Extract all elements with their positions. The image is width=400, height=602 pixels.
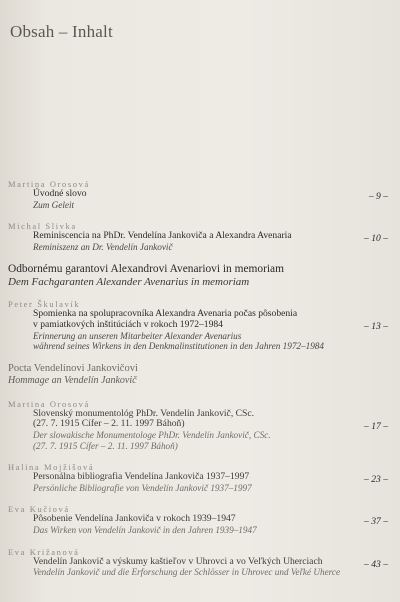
- entry-title-sk: Personálna bibliografia Vendelína Jankoviča 1937–1997: [33, 471, 250, 483]
- section-heading: [8, 263, 390, 288]
- toc-entry: [8, 299, 390, 351]
- entry-author: Halina Mojžišová: [8, 462, 95, 473]
- entry-title-de: während seines Wirkens in den Denkmalinstitutionen in den Jahren 1972–1984: [33, 341, 324, 352]
- entry-author: Eva Križanová: [8, 546, 80, 557]
- toc-entry: [8, 462, 390, 493]
- entry-page-number: – 17 –: [364, 420, 388, 432]
- section-heading-sk: Odbornému garantovi Alexandrovi Avenariovi in memoriam: [8, 263, 284, 276]
- entry-author: Martina Orosová: [8, 179, 90, 189]
- entry-title-sk: Slovenský monumentológ PhDr. Vendelín Jankovič, CSc.: [33, 407, 255, 419]
- entry-author: Martina Orosová: [8, 398, 90, 409]
- toc-entry: [8, 179, 390, 210]
- entry-title-de: Reminiszenz an Dr. Vendelín Jankovič: [33, 241, 173, 252]
- section-heading-de: Hommage an Vendelín Jankovič: [8, 375, 137, 387]
- entry-page-number: – 43 –: [364, 558, 388, 570]
- entry-title-de: Das Wirken von Vendelín Jankovič in den Jahren 1939–1947: [33, 524, 257, 535]
- entry-title-sk: (27. 7. 1915 Cífer – 2. 11. 1997 Báhoň): [33, 418, 185, 430]
- toc-entry: [8, 221, 390, 252]
- entry-page-number: – 9 –: [368, 191, 388, 202]
- entry-title-de: Erinnerung an unseren Mitarbeiter Alexander Avenarius: [33, 330, 242, 341]
- toc-entry: [8, 547, 390, 578]
- entry-author: Peter Škulavík: [8, 299, 81, 310]
- entry-author: Eva Kučiová: [8, 504, 70, 515]
- entry-title-de: Zum Geleit: [33, 199, 75, 210]
- section-heading-de: Dem Fachgaranten Alexander Avenarius in memoriam: [8, 275, 250, 288]
- entry-title-de: Vendelín Jankovič und die Erforschung der Schlösser in Uhrovec und Veľké Uherce: [33, 567, 341, 578]
- entry-title-de: Persönliche Bibliografie von Vendelín Jankovič 1937–1997: [33, 482, 252, 493]
- page-title: Obsah – Inhalt: [10, 22, 113, 41]
- table-of-contents: [8, 179, 390, 589]
- entry-page-number: – 13 –: [364, 321, 388, 333]
- entry-title-sk: Pôsobenie Vendelína Jankoviča v rokoch 1939–1947: [33, 513, 236, 525]
- toc-entry: [8, 504, 390, 535]
- entry-title-sk: Úvodné slovo: [33, 188, 87, 199]
- entry-title-sk: Spomienka na spolupracovníka Alexandra Avenaria počas pôsobenia: [33, 308, 298, 320]
- entry-page-number: – 10 –: [364, 233, 388, 245]
- entry-title-sk: Vendelín Jankovič a výskumy kaštieľov v Uhrovci a vo Veľkých Uherciach: [33, 555, 323, 567]
- section-heading-sk: Pocta Vendelínovi Jankovičovi: [8, 362, 138, 374]
- entry-title-sk: Reminiscencia na PhDr. Vendelína Jankoviča a Alexandra Avenaria: [33, 230, 292, 242]
- entry-author: Michal Slivka: [8, 221, 77, 232]
- section-heading: [8, 363, 390, 388]
- entry-page-number: – 23 –: [364, 474, 388, 486]
- entry-page-number: – 37 –: [364, 516, 388, 528]
- toc-entry: [8, 399, 390, 451]
- entry-title-de: (27. 7. 1915 Cífer – 2. 11. 1997 Báhoň): [33, 440, 178, 451]
- entry-title-de: Der slowakische Monumentologe PhDr. Vendelín Jankovič, CSc.: [33, 429, 271, 440]
- entry-title-sk: v pamiatkových inštitúciách v rokoch 1972–1984: [33, 318, 223, 330]
